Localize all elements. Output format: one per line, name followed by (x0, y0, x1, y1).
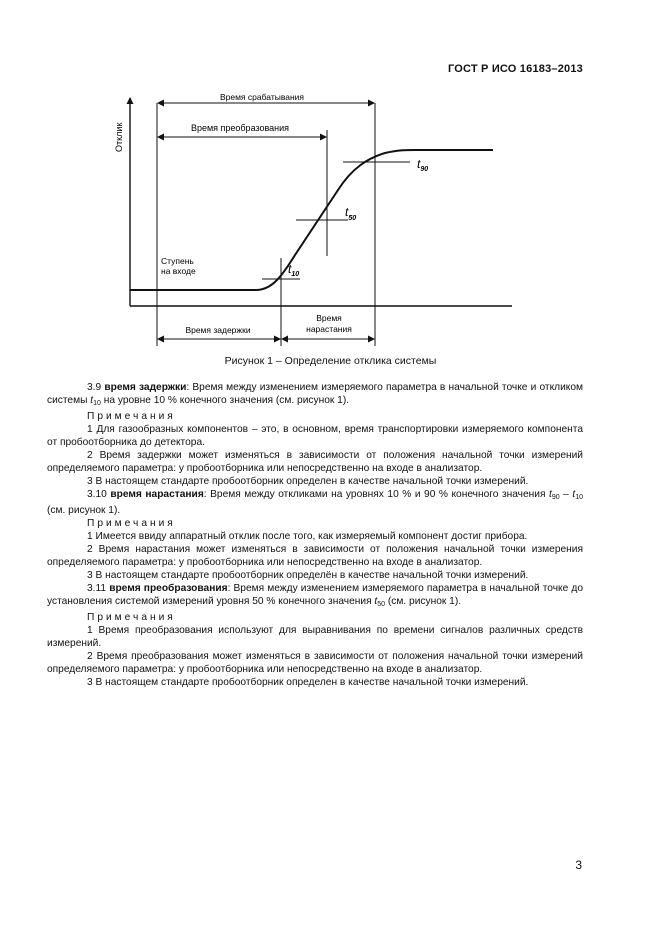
rise-time-label-1: Время (316, 313, 342, 323)
figure-caption: Рисунок 1 – Определение отклика системы (224, 355, 437, 367)
response-time-label: Время срабатывания (219, 92, 305, 102)
note-3-9-1: 1 Для газообразных компонентов – это, в основном, время транспортировки измеряемого компонента от пробоотборника до детектора. (47, 424, 583, 448)
system-response-figure (0, 0, 661, 350)
t90-label: $t_{90}$ (417, 157, 429, 173)
conversion-time-label: Время преобразования (190, 123, 290, 133)
step-label-1: Ступень (161, 256, 194, 266)
note-3-9-3: 3 В настоящем стандарте пробоотборник определен в качестве начальной точки измерений. (87, 476, 529, 487)
definition-3-10: 3.10 время нарастания: Время между откликами на уровнях 10 % и 90 % конечного значения $t_{90} - t_{10}$ (см. рисунок 1). (47, 489, 584, 516)
definition-3-9: 3.9 время задержки: Время между изменением измеряемого параметра в начальной точке и откликом системы $t_{10}$ на уровне 10 % конечного значения (см. рисунок 1). (47, 382, 584, 407)
note-3-11-1: 1 Время преобразования используют для выравнивания по времени сигналов различных средств измерений. (47, 625, 583, 649)
notes-heading: Примечания (87, 411, 176, 422)
rise-time-label-2: нарастания (306, 324, 352, 334)
step-label-2: на входе (161, 266, 196, 276)
note-3-10-2: 2 Время нарастания может изменяться в зависимости от положения начальной точки измерения определяемого параметра: у пробоотборника или непосредственно на входе в анализатор. (47, 544, 583, 568)
delay-time-label: Время задержки (185, 325, 251, 335)
note-3-10-3: 3 В настоящем стандарте пробоотборник определён в качестве начальной точки измерений. (87, 570, 529, 581)
note-3-11-2: 2 Время преобразования может изменяться в зависимости от положения начальной точки измерений определяемого параметра: у пробоотборника или непосредственно на входе в анализатор. (47, 651, 583, 675)
definition-3-11: 3.11 время преобразования: Время между изменением измеряемого параметра в начальной точке до установления системой измерений уровня 50 % конечного значения $t_{50}$ (см. рисунок 1). (47, 583, 583, 608)
y-axis-label: Отклик (114, 122, 124, 152)
page-number: 3 (575, 858, 582, 872)
notes-heading: Примечания (87, 518, 176, 529)
t10-label: $t_{10}$ (288, 262, 300, 278)
document-body (47, 381, 583, 689)
t50-label: $t_{50}$ (345, 205, 357, 222)
notes-heading: Примечания (87, 612, 176, 623)
document-header: ГОСТ Р ИСО 16183–2013 (447, 63, 583, 75)
note-3-9-2: 2 Время задержки может изменяться в зависимости от положения начальной точки измерений определяемого параметра: у пробоотборника или непосредственно на входе в анализатор. (47, 450, 583, 474)
note-3-11-3: 3 В настоящем стандарте пробоотборник определен в качестве начальной точки измерений. (87, 677, 529, 688)
note-3-10-1: 1 Имеется ввиду аппаратный отклик после того, как измеряемый компонент достиг прибора. (87, 531, 528, 542)
